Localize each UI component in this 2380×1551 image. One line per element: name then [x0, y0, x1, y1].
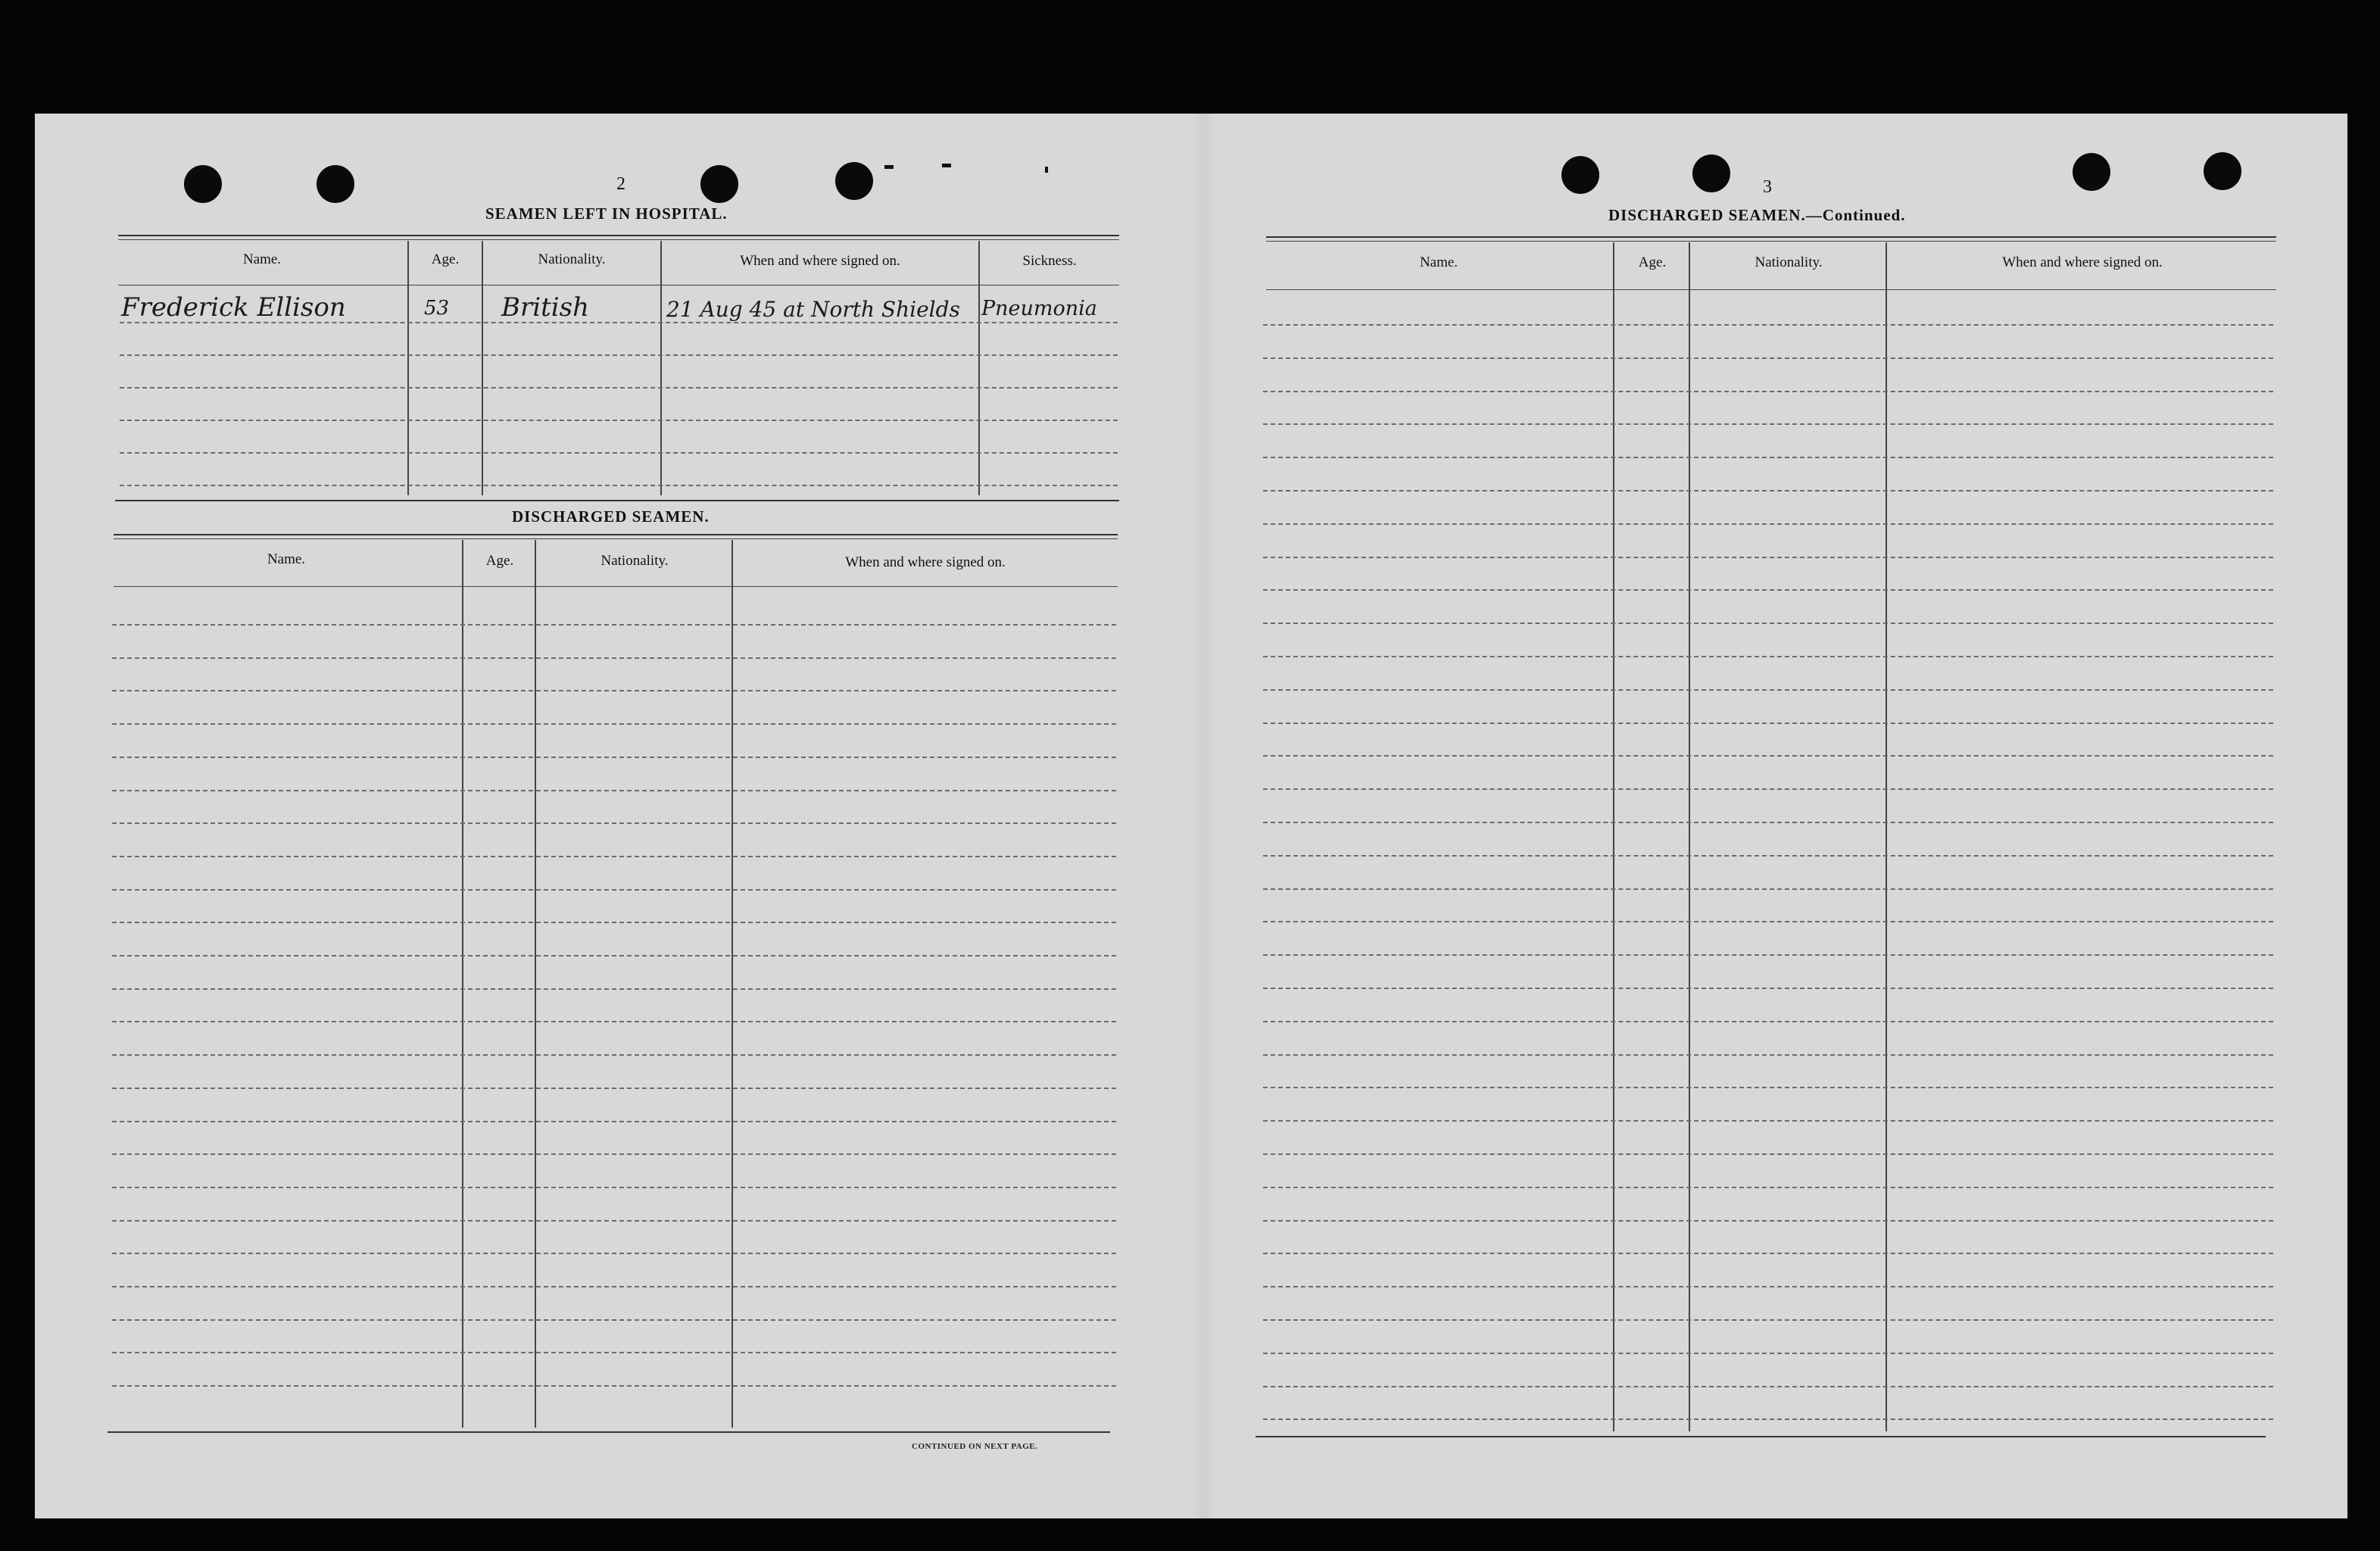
col-divider — [462, 540, 463, 1428]
row-line — [1263, 1286, 2273, 1287]
hospital-top-rule-2 — [118, 239, 1119, 240]
col-header-name: Name. — [1419, 254, 1458, 270]
col-header-age: Age. — [485, 553, 514, 569]
row-line — [112, 955, 1116, 957]
punch-hole — [317, 165, 354, 203]
row-line — [1263, 888, 2273, 890]
row-line — [1263, 1087, 2273, 1088]
page-gutter — [1193, 114, 1213, 1518]
row-line — [1263, 1418, 2273, 1420]
row-line — [112, 1352, 1116, 1353]
ink-mark — [884, 165, 894, 169]
row-line — [112, 1286, 1116, 1287]
col-header-age: Age. — [431, 251, 460, 267]
row-line — [1263, 722, 2273, 724]
row-line — [1263, 988, 2273, 989]
row-line — [112, 988, 1116, 990]
hospital-row-age: 53 — [424, 297, 450, 320]
row-line — [1263, 1253, 2273, 1254]
discharged-section-title: DISCHARGED SEAMEN. — [512, 507, 710, 526]
row-line — [1263, 855, 2273, 857]
punch-hole — [700, 165, 738, 203]
row-line — [112, 757, 1116, 758]
row-line — [112, 690, 1116, 691]
row-line — [1263, 1353, 2273, 1354]
row-line — [112, 790, 1116, 791]
row-line — [112, 1088, 1116, 1089]
col-header-signed-on: When and where signed on. — [845, 554, 1006, 570]
row-line — [1263, 822, 2273, 823]
row-line — [112, 822, 1116, 824]
discharged-bottom-rule — [108, 1431, 1110, 1433]
col-header-nationality: Nationality. — [1755, 254, 1823, 270]
col-header-name: Name. — [242, 251, 282, 267]
row-line — [112, 1121, 1116, 1122]
col-header-signed-on: When and where signed on. — [2002, 254, 2163, 270]
row-line — [1263, 324, 2273, 326]
col-header-sickness: Sickness. — [1022, 253, 1077, 269]
row-line — [1263, 557, 2273, 558]
row-line — [112, 1220, 1116, 1222]
row-line — [1263, 656, 2273, 657]
row-line — [120, 354, 1118, 356]
row-line — [112, 1187, 1116, 1188]
row-line — [112, 657, 1116, 659]
row-line — [120, 322, 1118, 323]
row-line — [112, 1253, 1116, 1254]
col-divider — [978, 241, 980, 495]
hospital-section-title: SEAMEN LEFT IN HOSPITAL. — [485, 204, 728, 223]
col-divider — [407, 241, 409, 495]
row-line — [112, 922, 1116, 923]
row-line — [1263, 1386, 2273, 1387]
row-line — [1263, 457, 2273, 458]
hospital-row-name: Frederick Ellison — [121, 292, 346, 323]
row-line — [120, 452, 1118, 454]
row-line — [112, 1054, 1116, 1056]
punch-hole — [835, 162, 873, 200]
row-line — [120, 387, 1118, 389]
punch-hole — [184, 165, 222, 203]
row-line — [1263, 788, 2273, 790]
row-line — [1263, 1153, 2273, 1155]
row-line — [1263, 689, 2273, 691]
row-line — [1263, 1120, 2273, 1122]
row-line — [1263, 423, 2273, 425]
col-header-nationality: Nationality. — [538, 251, 606, 267]
discharged-header-rule — [114, 586, 1118, 587]
row-line — [112, 1385, 1116, 1387]
right-header-rule — [1266, 289, 2276, 290]
row-line — [1263, 1021, 2273, 1022]
discharged-top-rule-2 — [114, 538, 1118, 539]
row-line — [1263, 921, 2273, 922]
row-line — [1263, 589, 2273, 591]
row-line — [1263, 954, 2273, 956]
continued-note: CONTINUED ON NEXT PAGE. — [912, 1442, 1038, 1451]
hospital-header-rule — [118, 285, 1119, 286]
col-header-age: Age. — [1638, 254, 1667, 270]
right-bottom-rule — [1256, 1436, 2266, 1437]
row-line — [120, 485, 1118, 486]
row-line — [112, 1319, 1116, 1321]
punch-hole — [1692, 154, 1730, 192]
col-header-nationality: Nationality. — [600, 553, 669, 569]
row-line — [1263, 623, 2273, 624]
row-line — [112, 1021, 1116, 1022]
row-line — [112, 856, 1116, 857]
punch-hole — [2073, 153, 2110, 191]
row-line — [1263, 755, 2273, 757]
row-line — [1263, 1220, 2273, 1222]
row-line — [112, 723, 1116, 725]
row-line — [112, 1153, 1116, 1155]
row-line — [120, 420, 1118, 421]
page-number: 2 — [616, 174, 625, 194]
hospital-row-signed-on: 21 Aug 45 at North Shields — [666, 297, 960, 322]
right-top-rule — [1266, 236, 2276, 238]
hospital-row-nationality: British — [501, 292, 589, 323]
row-line — [1263, 523, 2273, 525]
row-line — [1263, 391, 2273, 392]
row-line — [1263, 490, 2273, 492]
discharged-top-rule — [114, 534, 1118, 535]
ink-mark — [942, 164, 951, 167]
right-top-rule-2 — [1266, 241, 2276, 242]
hospital-row-sickness: Pneumonia — [981, 297, 1097, 320]
col-divider — [535, 540, 536, 1428]
col-divider — [660, 241, 662, 495]
col-divider — [731, 540, 733, 1428]
col-header-signed-on: When and where signed on. — [740, 253, 900, 269]
row-line — [112, 889, 1116, 891]
row-line — [1263, 1187, 2273, 1188]
page-number: 3 — [1763, 177, 1772, 197]
row-line — [1263, 1319, 2273, 1321]
col-divider — [482, 241, 483, 495]
discharged-continued-title: DISCHARGED SEAMEN.—Continued. — [1608, 206, 1906, 224]
row-line — [112, 624, 1116, 626]
hospital-top-rule — [118, 235, 1119, 236]
col-header-name: Name. — [267, 551, 306, 567]
punch-hole — [2204, 152, 2241, 190]
punch-hole — [1561, 156, 1599, 194]
ink-mark — [1045, 167, 1048, 173]
hospital-bottom-rule — [115, 500, 1119, 501]
row-line — [1263, 1054, 2273, 1056]
row-line — [1263, 357, 2273, 359]
